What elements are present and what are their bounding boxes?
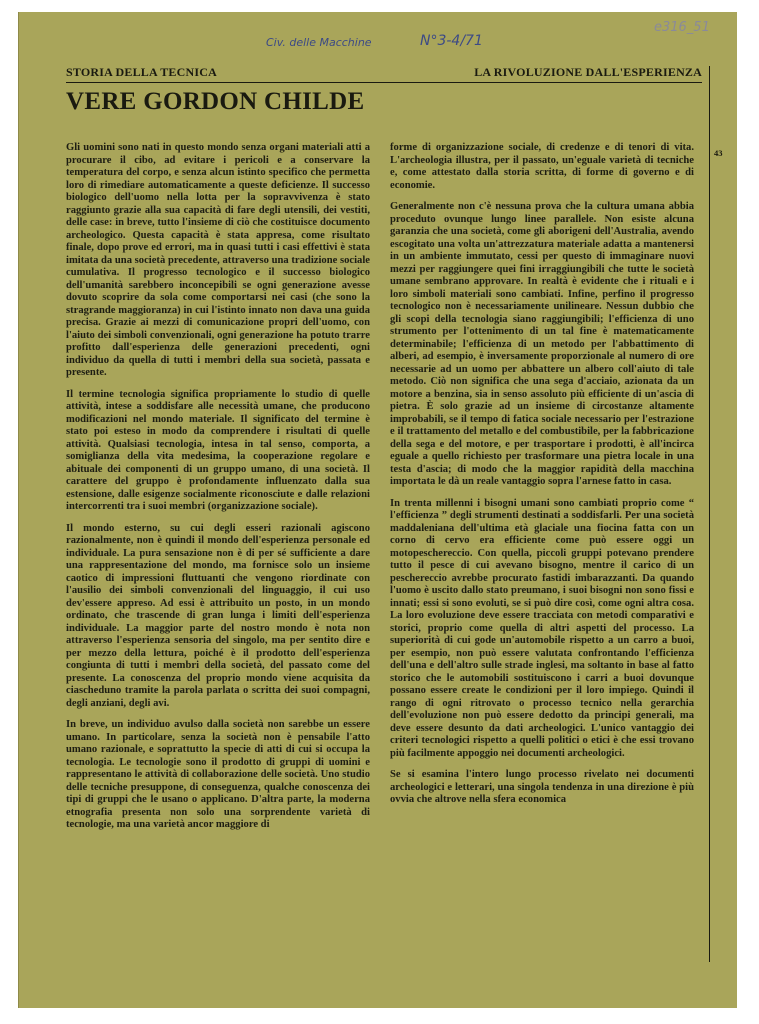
- header-rule: [66, 82, 702, 83]
- handwritten-note-issue: N°3-4/71: [420, 33, 483, 49]
- handwritten-note-code: e316_51: [654, 20, 710, 35]
- margin-rule: [709, 66, 710, 962]
- paragraph: Se si esamina l'intero lungo processo rivelato nei documenti archeologici e letterari, una singola tendenza in una direzione è più ovvia che altrove nella sfera economica: [390, 769, 694, 805]
- header-topic: LA RIVOLUZIONE DALL'ESPERIENZA: [474, 65, 702, 79]
- paragraph: Il mondo esterno, su cui degli esseri razionali agiscono razionalmente, non è quindi il mondo dell'esperienza personale ed individuale. La pura sensazione non è di per sé sufficiente a dare una rappresentazione del mondo, ma fornisce solo un insieme caotico di impressioni fluttuanti che vengono riordinate con l'ausilio dei simboli convenzionali del linguaggio, il cui uso dev'essere appreso. Ad essi è attribuito un posto, in un mondo ordinato, che trascende di gran lunga i limiti dell'esperienza individuale. La maggior parte del nostro mondo è nota non attraverso l'esperienza sensoria del singolo, ma per sentito dire e per mezzo della lettura, poiché è il prodotto dell'esperienza congiunta di tutti i membri della società, del passato come del presente. La conoscenza del proprio mondo viene acquisita da ciascheduno tramite la parola parlata o scritta dei suoi compagni, degli anziani, degli avi.: [66, 522, 370, 709]
- article-title: VERE GORDON CHILDE: [66, 88, 365, 115]
- handwritten-note-left: Civ. delle Macchine: [266, 36, 372, 49]
- text-column-right: [390, 142, 694, 816]
- paragraph: In trenta millenni i bisogni umani sono cambiati proprio come “ l'efficienza ” degli strumenti destinati a soddisfarli. Per una società maddaleniana dell'ultima età glaciale una fiocina fatta con un corno di cervo era efficiente come può essere oggi un motopeschereccio. Con quella, piccoli gruppi potevano prendere tutto il pesce di cui avevano bisogno, mentre il carico di un peschereccio avrebbe procurato fastidi imbarazzanti. Da quando l'uomo è uscito dallo stato preumano, i suoi bisogni non sono fissi e innati; essi si sono evoluti, se si può dire così, come ogni altra cosa. La loro evoluzione deve essere tracciata con metodi comparativi e storici, proprio come quella di altri aspetti del processo. La superiorità di cui gode un'automobile rispetto a un carro a buoi, per esempio, non può essere valutata confrontando l'efficienza dell'una e dell'altro sulle strade inglesi, ma soltanto in base al fatto storico che le automobili sostituiscono i carri a buoi dovunque possano essere create le condizioni per il loro impiego. Quindi il rango di ogni ritrovato o processo tecnico nella gerarchia dell'evoluzione non può essere dedotto da principi generali, ma deve essere desunto da dati archeologici. L'unico vantaggio dei criteri tecnologici rispetto a quelli politici o etici è che essi trovano più facilmente appoggio nei documenti archeologici.: [390, 497, 694, 759]
- paragraph: Gli uomini sono nati in questo mondo senza organi materiali atti a procurare il cibo, ad evitare i pericoli e a conservare la temperatura del corpo, e senza alcun istinto specifico che permetta loro di rimediare automaticamente a queste deficienze. Il successo biologico dell'uomo nella lotta per la sopravvivenza è stato raggiunto grazie alla sua capacità di fare degli utensili, dei vestiti, delle case: in breve, tutto l'insieme di ciò che costituisce documento archeologico. Questa capacità è stata appresa, come risultato finale, dopo prove ed errori, ma in quasi tutti i casi effettivi è stata imitata da una società precedente, attraverso una tradizione sociale cumulativa. Il progresso tecnologico e il successo biologico dell'umanità sarebbero inconcepibili se ogni generazione avesse dovuto scoprire da sola come comportarsi nei casi (che sono la stragrande maggioranza) in cui l'istinto innato non dava una guida precisa. Grazie ai mezzi di comunicazione propri dell'uomo, con l'aiuto dei simboli convenzionali, ogni generazione ha potuto trarre profitto dall'esperienza delle generazioni precedenti, ogni individuo da quella di tutti i membri della sua società, passata e presente.: [66, 142, 370, 378]
- text-column-left: [66, 142, 370, 841]
- paragraph: forme di organizzazione sociale, di credenze e di tenori di vita. L'archeologia illustra, per il passato, un'eguale varietà di tecniche e, come attestato dalla storia scritta, di forme di governo e di economie.: [390, 142, 694, 191]
- page-number: 43: [714, 148, 723, 158]
- paragraph: Il termine tecnologia significa propriamente lo studio di quelle attività, intese a soddisfare alle necessità umane, che producono modificazioni nel mondo materiale. Il significato del termine è stato poi esteso in modo da comprendere i risultati di quelle attività. Qualsiasi tecnologia, intesa in tal senso, comporta, a somiglianza della vita medesima, la cooperazione regolare e abituale dei componenti di un gruppo umano, di una società. Il carattere del gruppo è profondamente influenzato dalla sua estensione, dalle esigenze socialmente riconosciute e dalle relazioni intercorrenti tra i suoi membri (organizzazione sociale).: [66, 388, 370, 512]
- paragraph: In breve, un individuo avulso dalla società non sarebbe un essere umano. In particolare, senza la società non è pensabile l'atto umano razionale, e soprattutto la specie di atti di cui si occupa la tecnologia. Le tecnologie sono il prodotto di gruppi di uomini e rappresentano le attività di collaborazione delle società. Uno studio delle tecniche presuppone, di conseguenza, qualche conoscenza dei tipi di gruppi che le usano o applicano. D'altra parte, la moderna etnografia presenta non solo una sorprendente varietà di tecnologie, ma una varietà ancor maggiore di: [66, 719, 370, 830]
- paragraph: Generalmente non c'è nessuna prova che la cultura umana abbia proceduto ovunque lungo linee parallele. Non esiste alcuna garanzia che una società, come gli aborigeni dell'Australia, avendo escogitato una volta un'attrezzatura materiale adatta a mantenersi in un ambiente immutato, cessi per questo di immaginare nuovi mezzi per raggiungere quei fini irraggiungibili che tutte le società umane sembrano approvare. In realtà è evidente che i rituali e i loro simboli materiali sono cambiati. Infine, perfino il progresso tecnologico non è necessariamente unilineare. Nessun dubbio che gli scopi della tecnologia siano raggiungibili; l'efficienza di uno strumento per l'ottenimento di un tal fine è matematicamente determinabile; l'efficienza di un metodo per l'abbattimento di alberi, ad esempio, è inversamente proporzionale al numero di ore necessarie ad un uomo per abbattere un albero coll'aiuto di tale metodo. Ciò non significa che una sega d'acciaio, azionata da un motore a benzina, sia in senso assoluto più efficiente di un'ascia di pietra. È solo grazie ad un insieme di circostanze altamente improbabili, se il tempo di fatica sociale necessario per l'estrazione e il trattamento del metallo e del combustibile, per la fabbricazione della sega e del motore, e per trasportare i prodotti, è all'incirca eguale a quello richiesto per trasformare una pietra locale in una testa d'ascia; di modo che la maggior rapidità della macchina importata le dà un reale vantaggio sopra l'arnese fatto in casa.: [390, 201, 694, 487]
- header-section: STORIA DELLA TECNICA: [66, 65, 217, 79]
